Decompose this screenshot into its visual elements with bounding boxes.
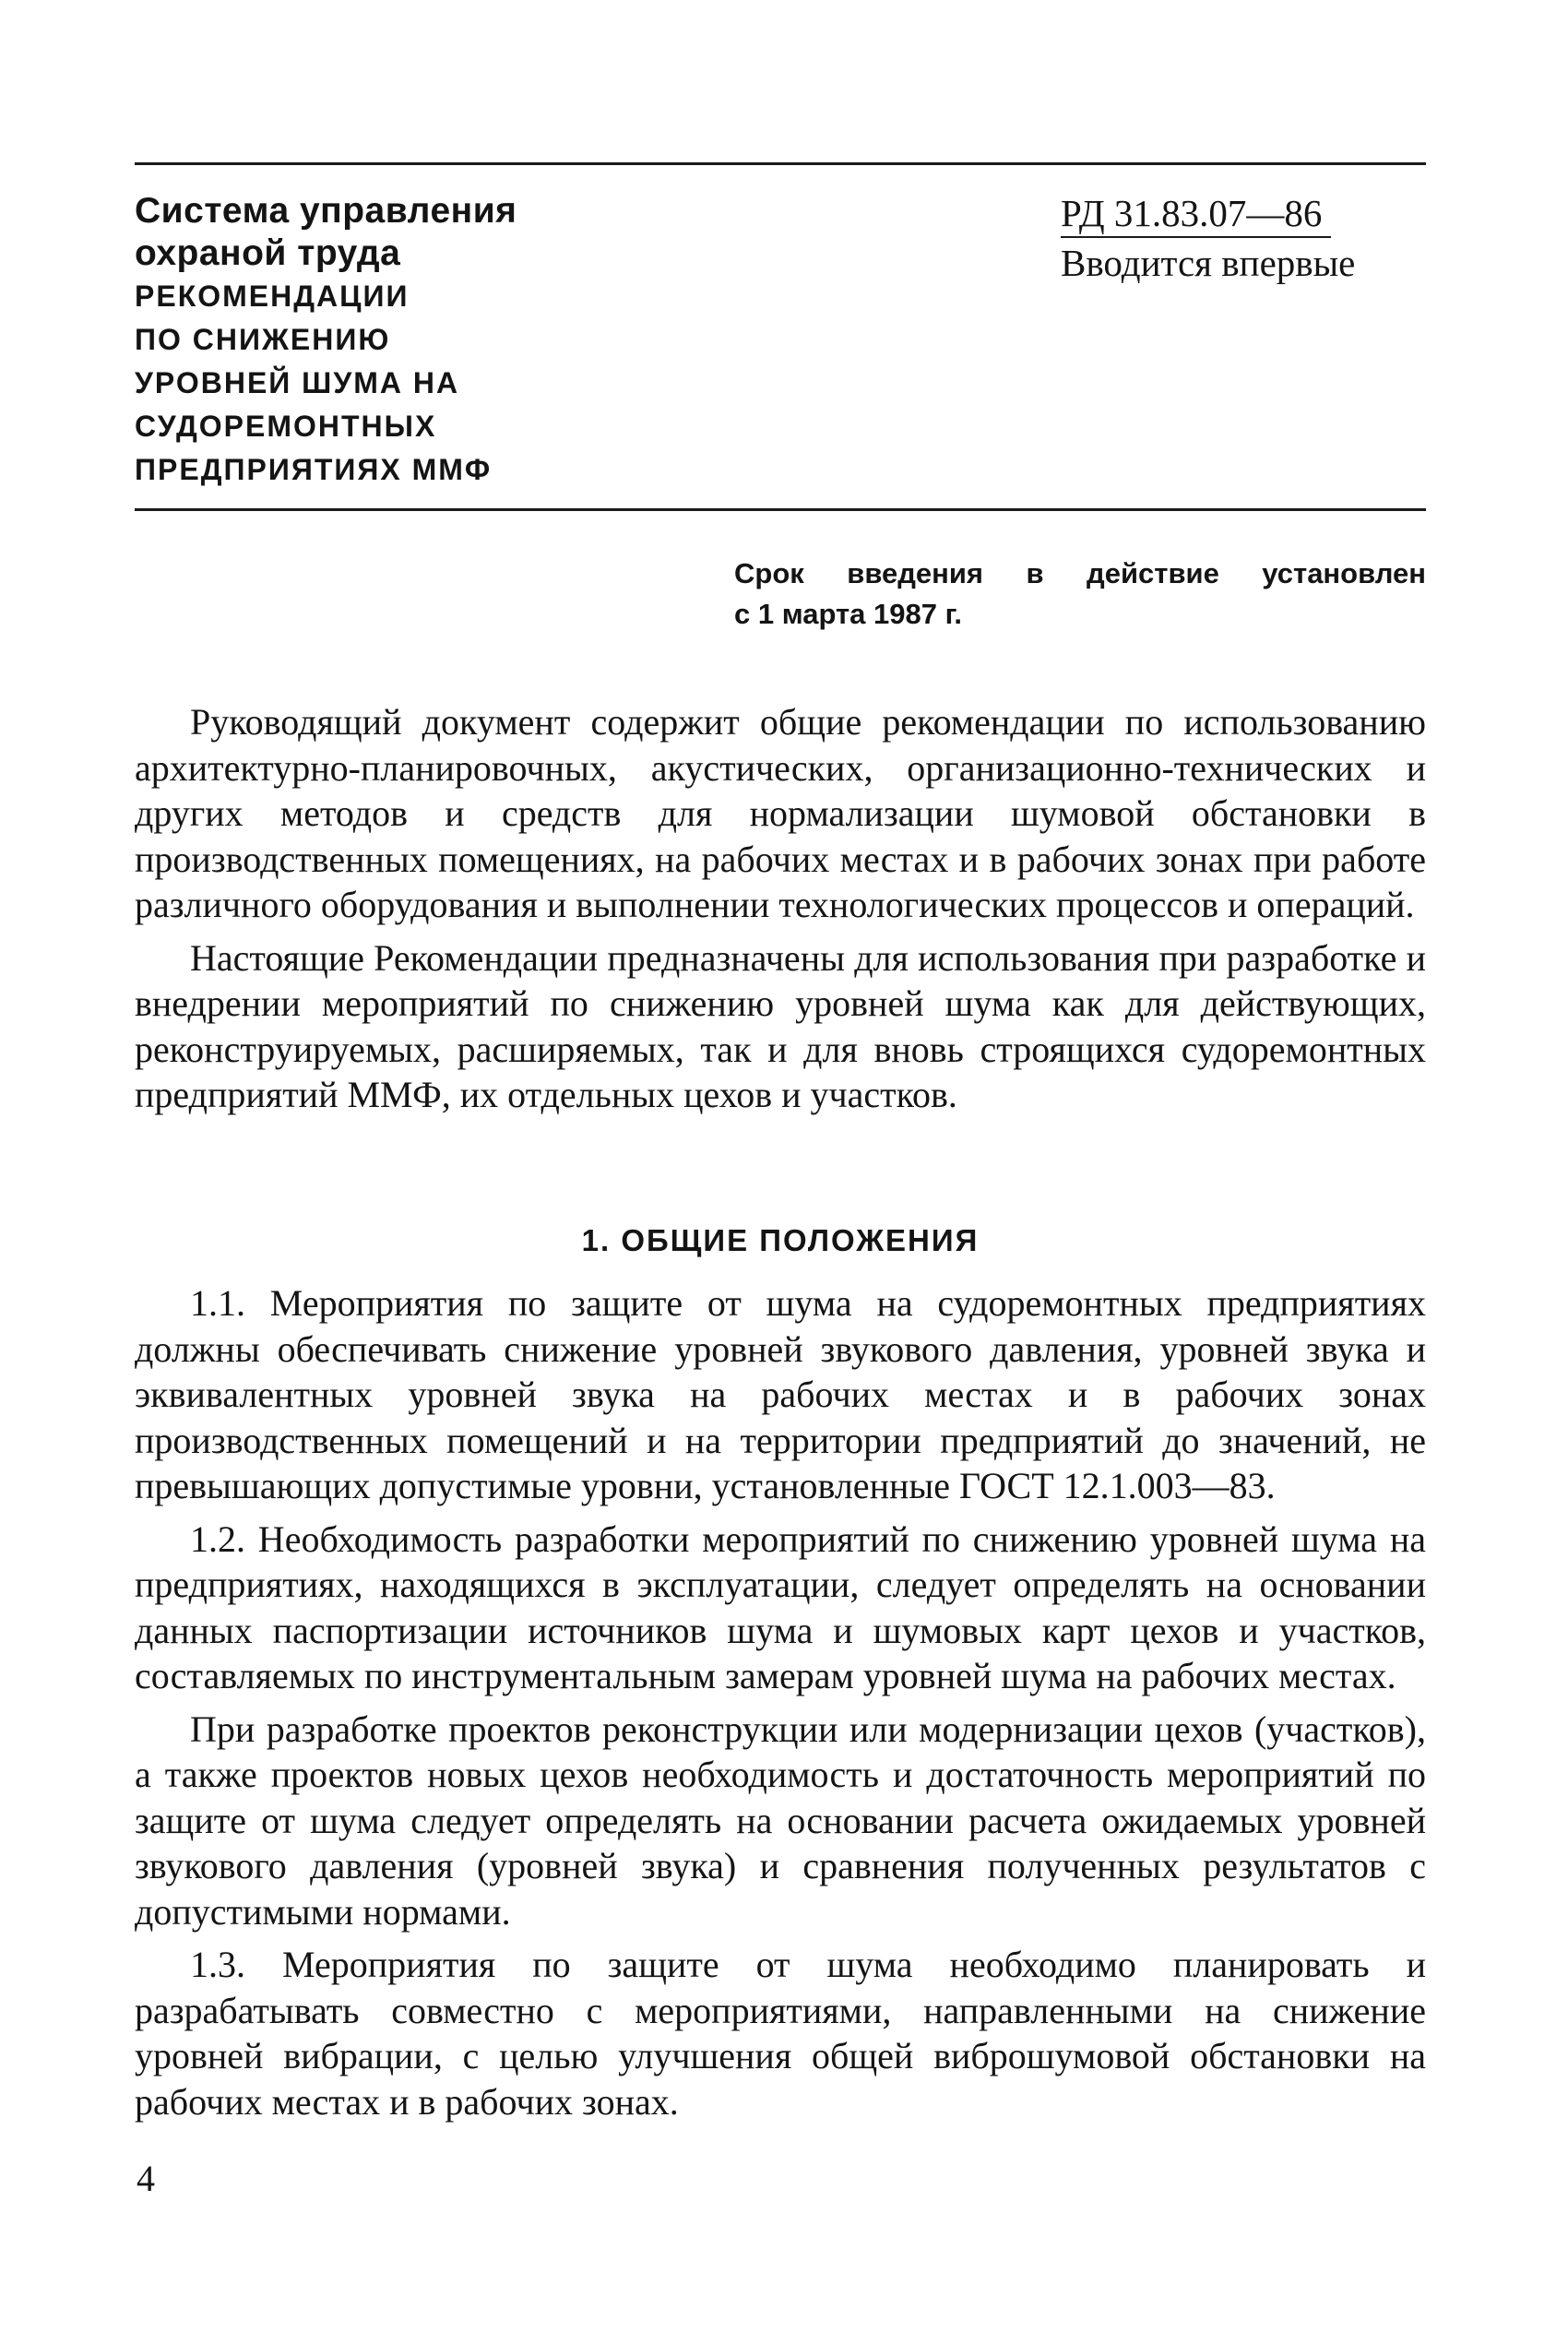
paragraph: 1.3. Мероприятия по защите от шума необходимо планировать и разрабатывать совместно с мероприятиями, направленными на снижение уровней вибрации, с целью улучшения общей виброшумовой обстановки на рабочих местах и в рабочих зонах.: [135, 1944, 1426, 2123]
title-caps-line: РЕКОМЕНДАЦИИ: [135, 280, 410, 313]
paragraph: Руководящий документ содержит общие рекомендации по использованию архитектурно-планировочных, акустических, организационно-технических и других методов и средств для нормализации шумовой обстановки в производственных помещениях, на рабочих местах и в рабочих зонах при работе различного оборудования и выполнении технологических процессов и операций.: [135, 701, 1426, 925]
effective-date-line: с 1 марта 1987 г.: [734, 598, 963, 630]
introduction-note: Вводится впервые: [1061, 242, 1356, 284]
page-number: 4: [137, 2158, 155, 2199]
title-caps-line: СУДОРЕМОНТНЫХ: [135, 410, 437, 443]
title-line: охраной труда: [135, 233, 401, 273]
introduction-text: [135, 699, 1426, 1125]
title-line: Система управления: [135, 191, 517, 231]
section-body: [135, 1280, 1426, 2132]
paragraph: Настоящие Рекомендации предназначены для использования при разработке и внедрении мероприятий по снижению уровней шума как для действующих, реконструируемых, расширяемых, так и для вновь строящихся судоремонтных предприятий ММФ, их отдельных цехов и участков.: [135, 936, 1426, 1115]
title-caps-line: УРОВНЕЙ ШУМА НА: [135, 366, 460, 399]
header-top-rule: [135, 162, 1426, 165]
effective-date-block: [734, 553, 1426, 635]
document-code: РД 31.83.07—86: [1061, 190, 1331, 238]
title-caps-line: ПО СНИЖЕНИЮ: [135, 323, 391, 356]
effective-date-line: Срок введения в действие установлен: [734, 557, 1426, 589]
document-title-block: [135, 190, 873, 492]
title-caps-line: ПРЕДПРИЯТИЯХ ММФ: [135, 453, 493, 486]
paragraph: При разработке проектов реконструкции или модернизации цехов (участков), а также проектов новых цехов необходимость и достаточность мероприятий по защите от шума следует определять на основании расчета ожидаемых уровней звукового давления (уровней звука) и сравнения полученных результатов с допустимыми нормами.: [135, 1707, 1426, 1933]
section-heading: 1. ОБЩИЕ ПОЛОЖЕНИЯ: [581, 1223, 980, 1257]
paragraph: 1.1. Мероприятия по защите от шума на судоремонтных предприятиях должны обеспечивать снижение уровней звукового давления, уровней звука и эквивалентных уровней звука на рабочих местах и в рабочих зонах производственных помещений и на территории предприятий до значений, не превышающих допустимые уровни, установленные ГОСТ 12.1.003—83.: [135, 1282, 1426, 1506]
document-code-block: [1061, 190, 1430, 286]
paragraph: 1.2. Необходимость разработки мероприятий по снижению уровней шума на предприятиях, находящихся в эксплуатации, следует определять на основании данных паспортизации источников шума и шумовых карт цехов и участков, составляемых по инструментальным замерам уровней шума на рабочих местах.: [135, 1517, 1426, 1696]
header-bottom-rule: [135, 508, 1426, 511]
